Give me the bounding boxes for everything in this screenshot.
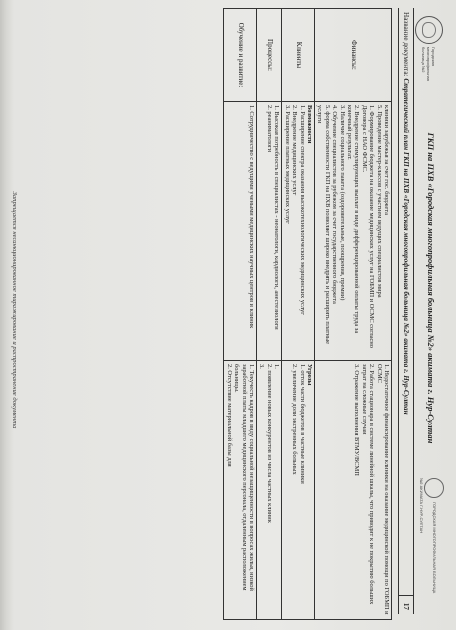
list-item: 1. Расширение спектра оказания высокотехнологических медицинских услуг — [298, 105, 306, 315]
left-cell — [314, 102, 391, 361]
logo-emblem-icon — [415, 16, 443, 44]
list-item: 1. Формирование бюджета на оказание медицинских услуг на ГОБМП и ОСМС согласно Договора с НАО ФСМС. — [360, 105, 376, 348]
list-item: 1. отток части бюджетов в частные клиники — [298, 364, 306, 484]
list-item: 2. Работа стационара в системе линейной шкалы, что приводит к не покрытию больших затрат на сложные случаи — [360, 364, 376, 605]
org-logo-text: ГОРОДСКАЯ МНОГОПРОФИЛЬНАЯ БОЛЬНИЦА №2 АКИМАТА Г.НУР-СУЛТАН — [419, 478, 437, 594]
list-item: 3. — [258, 364, 266, 369]
section-title: Угрозы — [305, 364, 313, 386]
row-label: Процессы: — [257, 9, 282, 102]
right-cell — [257, 361, 282, 620]
org-emblem-icon — [424, 478, 444, 498]
page-number: 17 — [402, 602, 410, 610]
list-item: клиники зарубежья за счет гос. бюджета — [383, 105, 390, 215]
divider — [399, 595, 413, 596]
left-cell — [282, 102, 315, 361]
left-cell — [224, 102, 257, 361]
list-item: 1. Недостаточное финансирование клиники на оказание медицинской помощи по ГОБМП и ОСМС — [375, 364, 390, 615]
swot-table — [223, 8, 392, 620]
row-label: Обучение и развитие: — [224, 9, 257, 102]
list-item: 5. Проведение мастер-классов с участием ведущих специалистов мира — [375, 105, 383, 298]
document-name-value: Стратегический план ГКП на ПХВ «Городская многопрофильная больница №2» акимата г. Нур-Султан — [402, 78, 410, 415]
logo-caption: Городская многопрофильная больница №2 — [421, 47, 437, 81]
list-item: 2. увеличение доли экстренных больных — [291, 364, 299, 475]
list-item: 3. Наличие социального пакета (оздоровительные, поощрения, премии) — [338, 105, 346, 301]
list-item: 2. Отсутствие материальной базы для — [225, 364, 233, 467]
list-item: 2. Внедрение стимулирующих выплат в виде дифференцированной оплаты труда за конечный результат. — [345, 105, 361, 334]
table-row — [282, 9, 315, 620]
document-name-label: Название документа: — [402, 12, 410, 77]
org-logo — [412, 478, 444, 598]
list-item: 1. Текучесть кадров в виду социальной незащищенности в вопросах жилья, низкой заработной платы младшего медицинского персонала, отдаленным расположением больницы. — [233, 364, 256, 591]
list-item: 2. Внедрение медицинских услуг — [291, 105, 299, 196]
left-cell — [257, 102, 282, 361]
table-row — [314, 9, 391, 620]
list-item: 2. появление новых конкурентов из числа частных клиник — [265, 364, 273, 523]
page-footer: Запрещается несанкционированное тиражирование и распространение документа — [11, 191, 18, 429]
document-name-row — [398, 8, 414, 614]
list-item: 1. Сотрудничество с ведущими учеными медицинских научных центров и клиник — [248, 105, 256, 329]
list-item: 2. реаниматологи — [265, 105, 273, 153]
row-label: Финансы: — [314, 9, 391, 102]
list-item: 5. форма собственности ГКП на ПХВ позволяет широко внедрять и расширять платные услуги — [316, 105, 331, 344]
table-row — [257, 9, 282, 620]
section-title: Возможности — [305, 105, 313, 144]
hospital-logo — [412, 16, 446, 102]
list-item: 4. Обучение специалистов за рубежом за счет государственного бюджета — [331, 105, 339, 304]
header-title: ГКП на ПХВ «Городская многопрофильная больница №2» акимата г. Нур-Султан — [426, 132, 436, 444]
right-cell — [282, 361, 315, 620]
right-cell — [314, 361, 391, 620]
table-row — [224, 9, 257, 620]
list-item: 3. Расширение платных медицинских услуг — [283, 105, 291, 224]
row-label: Клиенты — [282, 9, 315, 102]
right-cell — [224, 361, 257, 620]
list-item: 3. Отражение выполнения ВТМУ/ВСМП — [353, 364, 361, 476]
list-item: 1. Высокая потребность в специалистах - неонатологи, кардиологи, анестезиологи — [273, 105, 281, 330]
list-item: 1. — [273, 364, 281, 369]
